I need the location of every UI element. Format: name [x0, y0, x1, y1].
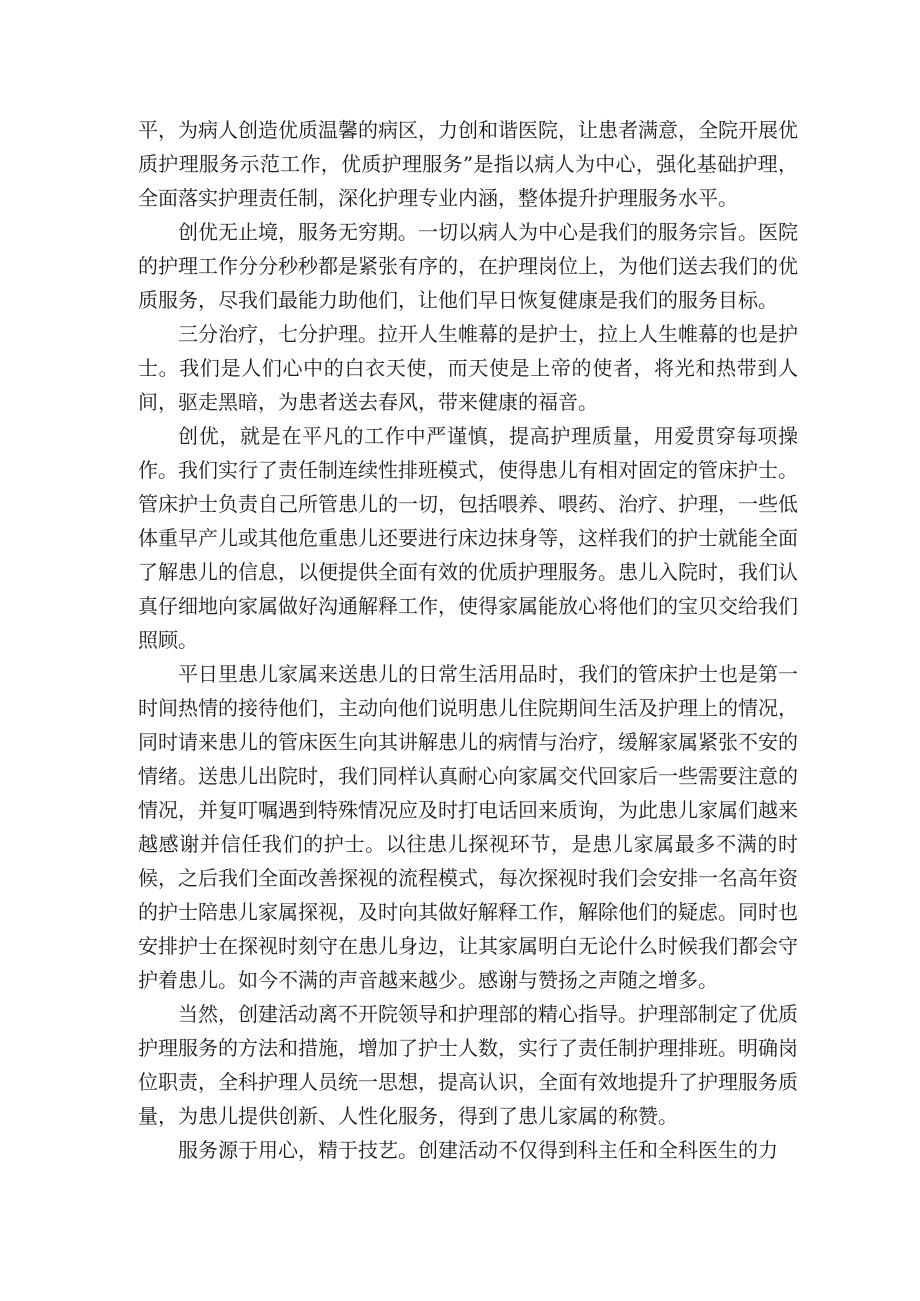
paragraph-6: 当然，创建活动离不开院领导和护理部的精心指导。护理部制定了优质护理服务的方法和措施，增加了护士人数，实行了责任制护理排班。明确岗位职责，全科护理人员统一思想，提高认识，全面有效地提升了护理服务质量，为患儿提供创新、人性化服务，得到了患儿家属的称赞。: [138, 1002, 798, 1128]
paragraph-1: 平，为病人创造优质温馨的病区，力创和谐医院，让患者满意，全院开展优质护理服务示范工作，优质护理服务”是指以病人为中心，强化基础护理，全面落实护理责任制，深化护理专业内涵，整体提升护理服务水平。: [138, 118, 798, 210]
paragraph-3: 三分治疗，七分护理。拉开人生帷幕的是护士，拉上人生帷幕的也是护士。我们是人们心中的白衣天使，而天使是上帝的使者，将光和热带到人间，驱走黑暗，为患者送去春风，带来健康的福音。: [138, 322, 798, 414]
paragraph-2: 创优无止境，服务无穷期。一切以病人为中心是我们的服务宗旨。医院的护理工作分分秒秒都是紧张有序的，在护理岗位上，为他们送去我们的优质服务，尽我们最能力助他们，让他们早日恢复健康是我们的服务目标。: [138, 220, 798, 312]
paragraph-4: 创优，就是在平凡的工作中严谨慎，提高护理质量，用爱贯穿每项操作。我们实行了责任制连续性排班模式，使得患儿有相对固定的管床护士。管床护士负责自己所管患儿的一切，包括喂养、喂药、治疗、护理，一些低体重早产儿或其他危重患儿还要进行床边抹身等，这样我们的护士就能全面了解患儿的信息，以便提供全面有效的优质护理服务。患儿入院时，我们认真仔细地向家属做好沟通解释工作，使得家属能放心将他们的宝贝交给我们照顾。: [138, 424, 798, 652]
paragraph-5: 平日里患儿家属来送患儿的日常生活用品时，我们的管床护士也是第一时间热情的接待他们，主动向他们说明患儿住院期间生活及护理上的情况，同时请来患儿的管床医生向其讲解患儿的病情与治疗，缓解家属紧张不安的情绪。送患儿出院时，我们同样认真耐心向家属交代回家后一些需要注意的情况，并复叮嘱遇到特殊情况应及时打电话回来质询，为此患儿家属们越来越感谢并信任我们的护士。以往患儿探视环节，是患儿家属最多不满的时候，之后我们全面改善探视的流程模式，每次探视时我们会安排一名高年资的护士陪患儿家属探视，及时向其做好解释工作，解除他们的疑虑。同时也安排护士在探视时刻守在患儿身边，让其家属明白无论什么时候我们都会守护着患儿。如今不满的声音越来越少。感谢与赞扬之声随之增多。: [138, 662, 798, 992]
paragraph-7: 服务源于用心，精于技艺。创建活动不仅得到科主任和全科医生的力: [178, 1138, 778, 1162]
document-body: [138, 113, 798, 1167]
